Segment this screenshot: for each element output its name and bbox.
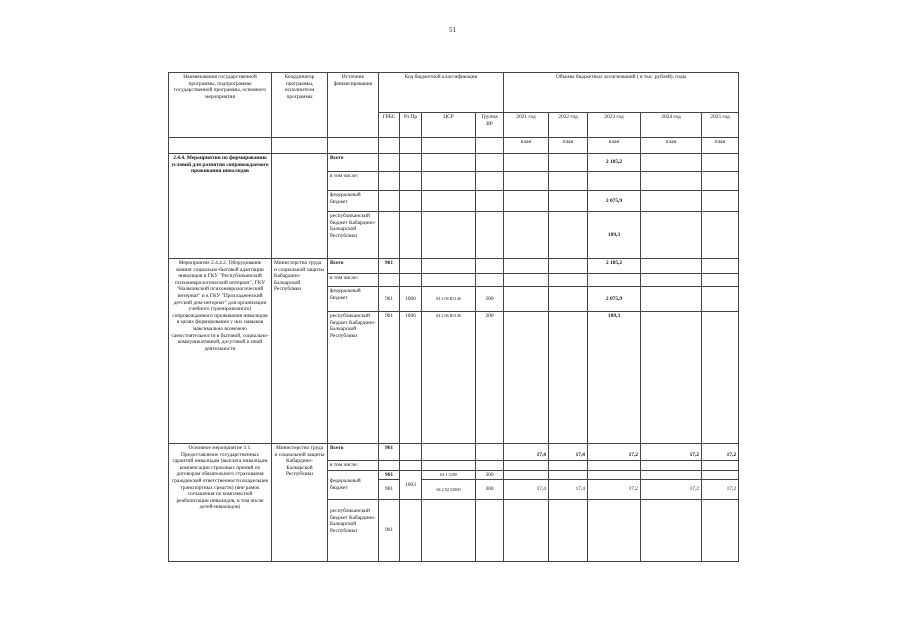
block2-rzpr: 1006	[400, 287, 422, 312]
block3-total-2024: 17,2	[641, 444, 702, 461]
block2-total-2023: 2 185,2	[588, 259, 641, 274]
block3-total-2025: 17,2	[702, 444, 739, 461]
source-federal: федеральный бюджет	[328, 287, 379, 312]
table-row	[169, 444, 739, 461]
block3-vr: 300	[476, 470, 504, 480]
source-including: в том числе:	[328, 172, 379, 191]
header-year-2022: 2022 год	[549, 113, 588, 138]
block2-csr: 04 2 06 R5140	[422, 287, 476, 312]
block1-federal-2023: 2 075,9	[588, 191, 641, 212]
block2-grbs: 961	[379, 259, 400, 274]
block3-coordinator: Министерство труда и социальной защиты Кабардино-Балкарской Республики	[272, 444, 328, 562]
block3-federal-2021: 17,4	[504, 480, 549, 500]
block2-coordinator: Министерство труда и социальной защиты Кабардино-Балкарской Республики	[272, 259, 328, 444]
plan-row	[169, 138, 739, 154]
block3-grbs: 961	[379, 480, 400, 500]
block2-grbs: 961	[379, 287, 400, 312]
plan-label: план	[588, 138, 641, 154]
source-total: Всего	[328, 259, 379, 274]
header-csr: ЦСР	[422, 113, 476, 138]
header-row	[169, 73, 739, 113]
plan-label: план	[549, 138, 588, 154]
block3-rzpr: 1003	[400, 470, 422, 500]
block2-name: Мероприятие 2.4.4.2. Оборудование комнат социально-бытовой адаптации инвалидов в ГКУ "Республиканский психоневрологический интернат", ГКУ "Нальчикский психоневрологический интернат" и в ГКУ "Прохладненский детский дом-интернат" для организации учебного (тренировочного) сопровождаемого проживания инвалидов в целях формирования у них навыков максимально возможно самостоятельности в бытовой, социально-коммуникативной, досуговой и иной деятельности	[169, 259, 272, 444]
source-including: в том числе:	[328, 274, 379, 287]
header-volumes: Объемы бюджетных ассигнований ( в тыс. рублей), годы	[504, 73, 739, 113]
header-year-2024: 2024 год	[641, 113, 702, 138]
block3-federal-2022: 17,4	[549, 480, 588, 500]
header-rzpr: Рз Пр	[400, 113, 422, 138]
source-republican: республиканский бюджет Кабардино-Балкарской Республики	[328, 312, 379, 444]
header-year-2021: 2021 год	[504, 113, 549, 138]
plan-label: план	[702, 138, 739, 154]
header-kbk: Код бюджетной классификации	[379, 73, 504, 113]
plan-label: план	[504, 138, 549, 154]
block2-csr: 04 2 06 R5140	[422, 312, 476, 444]
block1-name: 2.4.4. Мероприятия по формированию условий для развития сопровождаемого проживания инвалидов	[169, 154, 272, 259]
plan-label: план	[641, 138, 702, 154]
block3-grbs: 961	[379, 470, 400, 480]
block2-grbs: 961	[379, 312, 400, 444]
source-total: Всего	[328, 444, 379, 461]
table-row	[169, 259, 739, 274]
block3-name: Основное мероприятие 3.1. Предоставление государственных гарантий инвалидам (выплата инвалидам компенсации страховых премий по договорам обязательного страхования гражданской ответственности владельцев транспортных средств) (вне рамок соглашения по комплексной реабилитации инвалидов, в том числе детей-инвалидов)	[169, 444, 272, 562]
block3-federal-2025: 17,2	[702, 480, 739, 500]
header-coordinator: Координатор программы, исполнители программы	[272, 73, 328, 138]
block3-federal-2024: 17,2	[641, 480, 702, 500]
block3-total-2022: 17,4	[549, 444, 588, 461]
source-republican: республиканский бюджет Кабардино-Балкарской Республики	[328, 500, 379, 562]
block2-vr: 200	[476, 287, 504, 312]
block3-csr2: 04 2 02 52800	[422, 480, 476, 500]
block3-total-2021: 17,4	[504, 444, 549, 461]
block1-total-2023: 2 185,2	[588, 154, 641, 172]
block3-total-2023: 17,2	[588, 444, 641, 461]
source-federal: федеральный бюджет	[328, 191, 379, 212]
header-vr: Группа ВР	[476, 113, 504, 138]
page-number: 51	[449, 26, 456, 34]
source-republican: республиканский бюджет Кабардино-Балкарской Республики	[328, 212, 379, 259]
header-name: Наименования государственной программы, подпрограммы государственной программы, основного мероприятия	[169, 73, 272, 138]
block2-federal-2023: 2 075,9	[588, 287, 641, 312]
source-including: в том числе:	[328, 461, 379, 471]
block3-csr1: 04 1 5280	[422, 470, 476, 480]
source-federal: федеральный бюджет	[328, 470, 379, 500]
block1-republican-2023: 109,3	[588, 212, 641, 259]
header-year-2023: 2023 год	[588, 113, 641, 138]
block2-republican-2023: 109,3	[588, 312, 641, 444]
block2-vr: 200	[476, 312, 504, 444]
block2-rzpr: 1006	[400, 312, 422, 444]
budget-table	[168, 72, 739, 562]
header-grbs: ГРБС	[379, 113, 400, 138]
block3-grbs: 961	[379, 500, 400, 562]
source-total: Всего	[328, 154, 379, 172]
header-year-2025: 2025 год	[702, 113, 739, 138]
block3-federal-2023: 17,2	[588, 480, 641, 500]
table-row	[169, 154, 739, 172]
block3-vr: 300	[476, 480, 504, 500]
block3-grbs: 961	[379, 444, 400, 461]
header-source: Источник финансирования	[328, 73, 379, 138]
